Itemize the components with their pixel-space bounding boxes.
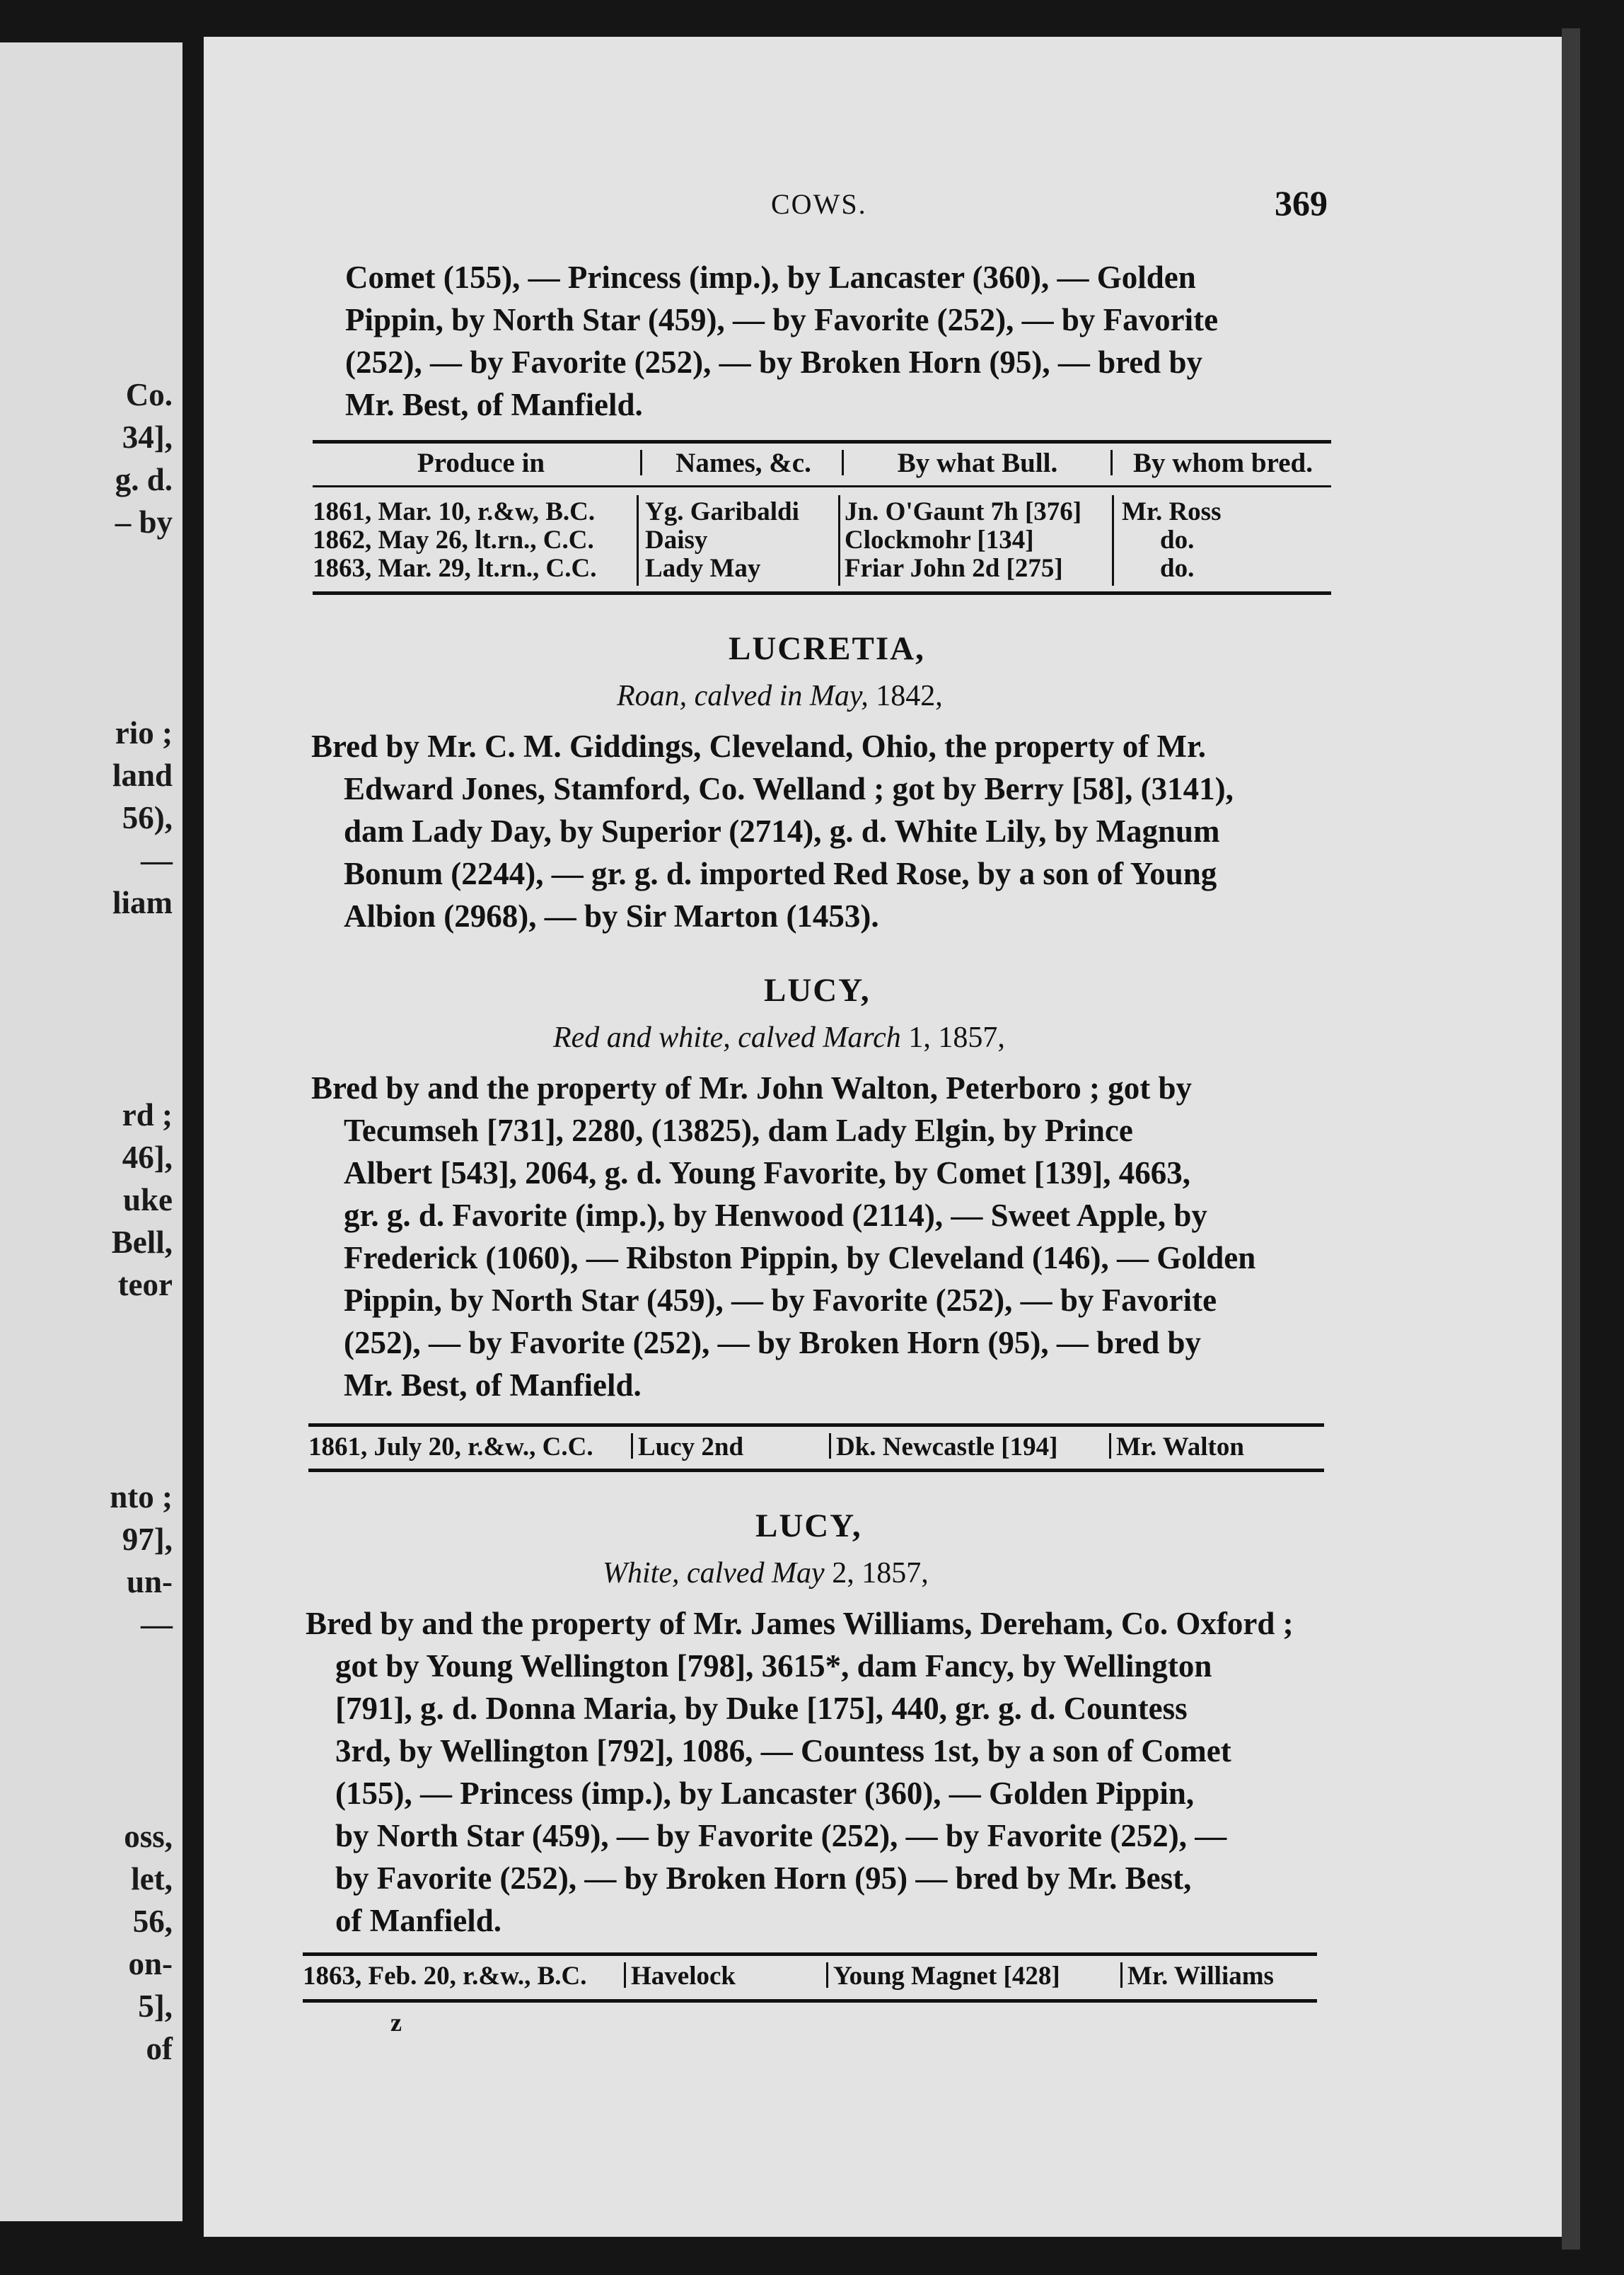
page-number: 369 bbox=[1275, 183, 1328, 223]
facing-fragment: — bbox=[141, 1607, 173, 1642]
text-line: (155), — Princess (imp.), by Lancaster (360), — Golden Pippin, bbox=[335, 1776, 1195, 1811]
entry-subtitle bbox=[553, 1021, 1005, 1055]
text-line: by North Star (459), — by Favorite (252), — by Favorite (252), — bbox=[335, 1818, 1227, 1853]
text-line: by Favorite (252), — by Broken Horn (95) — bred by Mr. Best, bbox=[335, 1860, 1192, 1896]
row-produce: 1863, Feb. 20, r.&w., B.C. bbox=[303, 1962, 587, 1991]
entry-subtitle-year: 1842, bbox=[868, 680, 943, 712]
entry-subtitle-year: 2, 1857, bbox=[824, 1557, 929, 1590]
column-divider bbox=[1120, 1962, 1123, 1988]
text-line: Albion (2968), — by Sir Marton (1453). bbox=[344, 898, 879, 934]
entry-subtitle-year: 1, 1857, bbox=[900, 1021, 1005, 1054]
facing-fragment: nto ; bbox=[110, 1479, 173, 1515]
row-produce: 1861, July 20, r.&w., C.C. bbox=[308, 1432, 593, 1461]
row-name: Lady May bbox=[645, 554, 761, 583]
column-divider bbox=[624, 1962, 626, 1988]
text-line: Pippin, by North Star (459), — by Favorite (252), — by Favorite bbox=[345, 302, 1219, 337]
table-header-rule bbox=[313, 485, 1331, 487]
facing-fragment: liam bbox=[112, 885, 173, 920]
entry-paragraph bbox=[306, 1602, 1320, 1942]
row-breeder: do. bbox=[1160, 526, 1195, 555]
entry-heading: LUCY, bbox=[755, 1507, 862, 1544]
facing-fragment: g. d. bbox=[115, 462, 173, 497]
table-header-names: Names, &c. bbox=[675, 448, 811, 478]
facing-page-edge bbox=[0, 42, 182, 2221]
text-line: Bonum (2244), — gr. g. d. imported Red Rose, by a son of Young bbox=[344, 856, 1217, 891]
text-line: Tecumseh [731], 2280, (13825), dam Lady Elgin, by Prince bbox=[344, 1113, 1133, 1148]
row-name: Yg. Garibaldi bbox=[645, 497, 799, 526]
column-divider bbox=[631, 1433, 633, 1459]
row-bull: Friar John 2d [275] bbox=[845, 554, 1063, 583]
text-line: of Manfield. bbox=[335, 1903, 501, 1938]
facing-fragment: rio ; bbox=[115, 715, 173, 751]
column-divider bbox=[826, 1962, 828, 1988]
row-name: Daisy bbox=[645, 526, 708, 555]
text-line: (252), — by Favorite (252), — by Broken Horn (95), — bred by bbox=[344, 1325, 1202, 1360]
row-bull: Jn. O'Gaunt 7h [376] bbox=[845, 497, 1082, 526]
facing-fragment: uke bbox=[122, 1182, 173, 1217]
column-divider bbox=[1110, 450, 1113, 475]
table-header-breeder: By whom bred. bbox=[1133, 448, 1313, 478]
text-line: Bred by Mr. C. M. Giddings, Cleveland, Ohio, the property of Mr. bbox=[311, 729, 1207, 764]
text-line: Bred by and the property of Mr. James Williams, Dereham, Co. Oxford ; bbox=[306, 1606, 1294, 1641]
row-produce: 1862, May 26, lt.rn., C.C. bbox=[313, 526, 594, 555]
entry-paragraph bbox=[311, 1067, 1324, 1406]
produce-bottom-rule bbox=[308, 1469, 1324, 1472]
column-divider bbox=[1109, 1433, 1111, 1459]
produce-top-rule bbox=[308, 1423, 1324, 1427]
text-line: Bred by and the property of Mr. John Walton, Peterboro ; got by bbox=[311, 1070, 1193, 1106]
facing-fragment: 56, bbox=[132, 1904, 173, 1939]
row-breeder: Mr. Williams bbox=[1127, 1962, 1274, 1991]
text-line: gr. g. d. Favorite (imp.), by Henwood (2114), — Sweet Apple, by bbox=[344, 1198, 1207, 1233]
continuation-paragraph bbox=[345, 256, 1332, 426]
facing-fragment: of bbox=[146, 2031, 173, 2066]
row-produce: 1861, Mar. 10, r.&w, B.C. bbox=[313, 497, 596, 526]
entry-heading: LUCY, bbox=[764, 972, 871, 1009]
text-line: Frederick (1060), — Ribston Pippin, by Cleveland (146), — Golden bbox=[344, 1240, 1256, 1275]
text-line: [791], g. d. Donna Maria, by Duke [175], 440, gr. g. d. Countess bbox=[335, 1691, 1188, 1726]
text-line: Mr. Best, of Manfield. bbox=[345, 387, 643, 422]
table-header-produce: Produce in bbox=[417, 448, 545, 478]
facing-fragment: Bell, bbox=[111, 1225, 173, 1260]
table-top-rule bbox=[313, 440, 1331, 444]
text-line: Albert [543], 2064, g. d. Young Favorite, by Comet [139], 4663, bbox=[344, 1155, 1190, 1191]
column-divider bbox=[640, 450, 642, 475]
facing-fragment: teor bbox=[117, 1267, 173, 1302]
text-line: dam Lady Day, by Superior (2714), g. d. White Lily, by Magnum bbox=[344, 814, 1220, 849]
facing-fragment: let, bbox=[131, 1861, 173, 1897]
row-breeder: do. bbox=[1160, 554, 1195, 583]
text-line: Mr. Best, of Manfield. bbox=[344, 1367, 642, 1403]
facing-fragment: on- bbox=[128, 1946, 173, 1981]
row-name: Lucy 2nd bbox=[638, 1432, 744, 1461]
facing-fragment: un- bbox=[126, 1564, 173, 1599]
column-divider bbox=[637, 495, 639, 586]
text-line: 3rd, by Wellington [792], 1086, — Countess 1st, by a son of Comet bbox=[335, 1733, 1231, 1769]
text-line: Edward Jones, Stamford, Co. Welland ; got by Berry [58], (3141), bbox=[344, 771, 1234, 806]
produce-top-rule bbox=[303, 1952, 1317, 1956]
column-divider bbox=[1112, 495, 1114, 586]
row-breeder: Mr. Ross bbox=[1122, 497, 1222, 526]
row-bull: Dk. Newcastle [194] bbox=[836, 1432, 1058, 1461]
facing-fragment: 56), bbox=[122, 800, 173, 835]
table-header-bull: By what Bull. bbox=[897, 448, 1058, 478]
column-divider bbox=[838, 495, 840, 586]
facing-fragment: 5], bbox=[138, 1989, 173, 2024]
facing-fragment: Co. bbox=[125, 377, 173, 412]
entry-subtitle bbox=[617, 679, 943, 713]
entry-subtitle-italic: Red and white, calved March bbox=[553, 1021, 901, 1054]
entry-paragraph bbox=[311, 725, 1331, 937]
facing-fragment: 46], bbox=[122, 1140, 173, 1175]
facing-fragment: land bbox=[112, 758, 173, 793]
text-line: (252), — by Favorite (252), — by Broken Horn (95), — bred by bbox=[345, 345, 1203, 380]
row-name: Havelock bbox=[631, 1962, 736, 1991]
text-line: Comet (155), — Princess (imp.), by Lancaster (360), — Golden bbox=[345, 260, 1196, 295]
facing-fragment: 97], bbox=[122, 1522, 173, 1557]
row-bull: Young Magnet [428] bbox=[833, 1962, 1060, 1991]
entry-subtitle bbox=[603, 1556, 929, 1590]
facing-fragment: rd ; bbox=[122, 1097, 173, 1133]
facing-fragment: oss, bbox=[124, 1819, 173, 1854]
column-divider bbox=[842, 450, 844, 475]
row-bull: Clockmohr [134] bbox=[845, 526, 1034, 555]
signature-mark: z bbox=[390, 2008, 402, 2037]
facing-fragment: 34], bbox=[122, 419, 173, 455]
facing-fragment: – by bbox=[115, 504, 173, 540]
row-produce: 1863, Mar. 29, lt.rn., C.C. bbox=[313, 554, 597, 583]
table-bottom-rule bbox=[313, 591, 1331, 595]
entry-heading: LUCRETIA, bbox=[729, 630, 925, 667]
row-breeder: Mr. Walton bbox=[1116, 1432, 1244, 1461]
running-title: COWS. bbox=[771, 188, 867, 220]
text-line: Pippin, by North Star (459), — by Favorite (252), — by Favorite bbox=[344, 1283, 1217, 1318]
entry-subtitle-italic: White, calved May bbox=[603, 1557, 825, 1590]
book-spine bbox=[1562, 28, 1580, 2250]
entry-subtitle-italic: Roan, calved in May, bbox=[617, 680, 869, 712]
produce-bottom-rule bbox=[303, 1999, 1317, 2003]
column-divider bbox=[829, 1433, 831, 1459]
facing-fragment: — bbox=[141, 843, 173, 878]
text-line: got by Young Wellington [798], 3615*, dam Fancy, by Wellington bbox=[335, 1648, 1212, 1684]
